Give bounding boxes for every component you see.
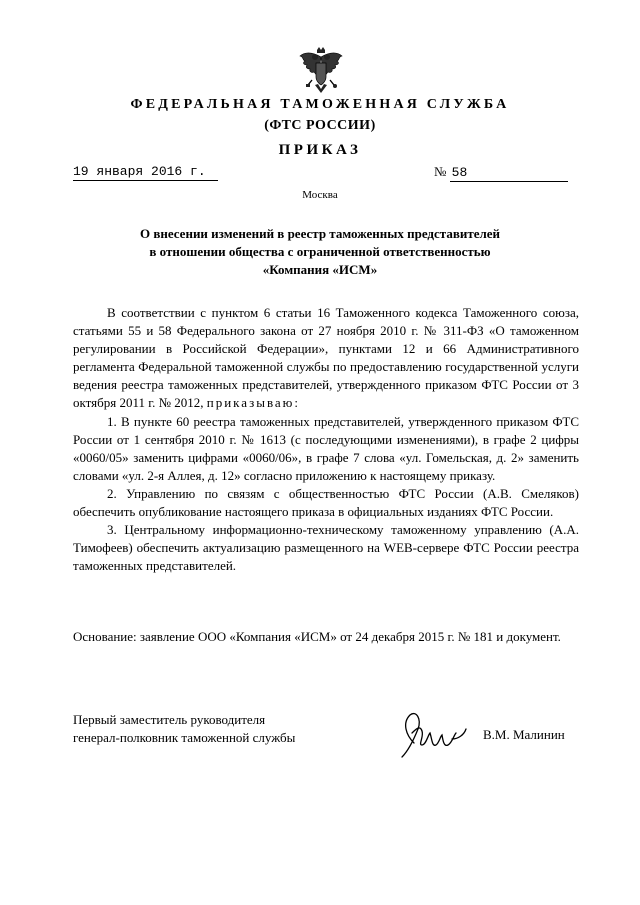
- agency-short-name: (ФТС РОССИИ): [264, 118, 376, 133]
- number-value: 58: [450, 165, 568, 182]
- order-subject: [90, 225, 550, 279]
- order-item: 3. Центральному информационно-техническому таможенному управлению (А.А. Тимофеев) обеспечить актуализацию размещенного на WEB-сервере ФТС России реестра таможенных представителей.: [73, 522, 579, 574]
- order-body: [73, 304, 579, 575]
- subject-line: О внесении изменений в реестр таможенных представителей: [139, 226, 501, 241]
- order-number: [434, 164, 576, 182]
- order-word: приказываю:: [206, 395, 300, 411]
- position-line: генерал-полковник таможенной службы: [73, 730, 296, 745]
- number-sign: №: [434, 164, 447, 179]
- city: Москва: [302, 189, 338, 201]
- order-date: 19 января 2016 г.: [73, 164, 218, 181]
- position-line: Первый заместитель руководителя: [73, 712, 266, 727]
- basis-paragraph: Основание: заявление ООО «Компания «ИСМ» от 24 декабря 2015 г. № 181 и документ.: [73, 629, 561, 644]
- signatory-position: [73, 711, 295, 747]
- document-type-title: ПРИКАЗ: [278, 142, 362, 158]
- preamble-paragraph: [73, 304, 579, 413]
- preamble-text: В соответствии с пунктом 6 статьи 16 Таможенного кодекса Таможенного союза, статьями 55 и 58 Федерального закона от 27 ноября 2010 г. № 311-ФЗ «О таможенном регулировании в Российской Федерации», пунктами 12 и 66 Административного регламента Федеральной таможенной службы по предоставлению государственной услуги ведения реестра таможенных представителей, утвержденного приказом ФТС России от 3 октября 2011 г. № 2012,: [73, 305, 579, 411]
- subject-line: «Компания «ИСМ»: [262, 262, 378, 277]
- coat-of-arms-emblem-icon: [298, 47, 344, 97]
- subject-line: в отношении общества с ограниченной ответственностью: [149, 244, 491, 259]
- agency-name: ФЕДЕРАЛЬНАЯ ТАМОЖЕННАЯ СЛУЖБА: [130, 97, 510, 112]
- handwritten-signature: [392, 705, 472, 763]
- order-item: 2. Управлению по связям с общественностью ФТС России (А.В. Смеляков) обеспечить опубликование настоящего приказа в официальных изданиях ФТС России.: [73, 485, 579, 520]
- signatory-name: В.М. Малинин: [483, 727, 565, 742]
- order-item: 1. В пункте 60 реестра таможенных представителей, утвержденного приказом ФТС России от 1 сентября 2010 г. № 1613 (с последующими изменениями), в графе 2 цифры «0060/05» заменить цифрами «0060/06», в графе 7 слова «ул. Гомельская, д. 2» заменить словами «ул. 2-я Аллея, д. 12» согласно приложению к настоящему приказу.: [73, 413, 579, 483]
